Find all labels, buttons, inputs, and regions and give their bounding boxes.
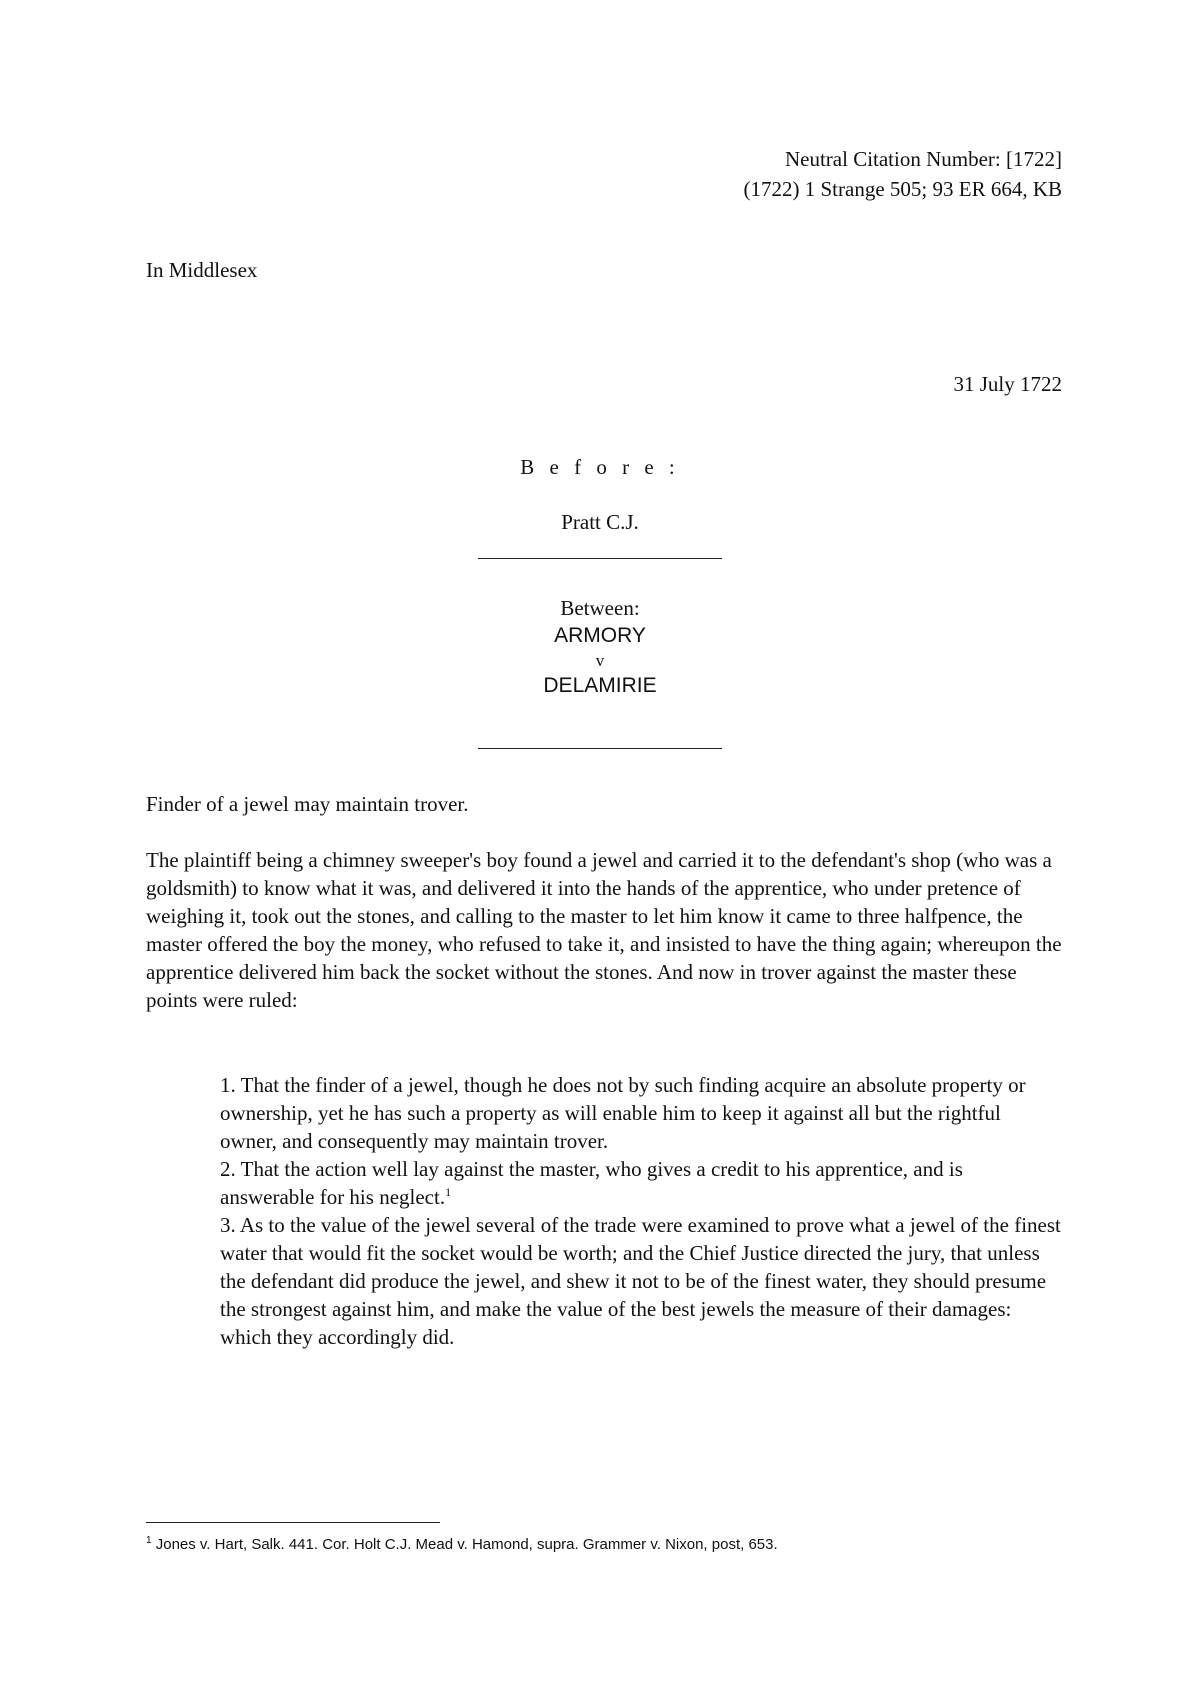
parties-block — [0, 594, 1200, 700]
ruled-points — [220, 1071, 1062, 1351]
court-location: In Middlesex — [146, 258, 258, 282]
neutral-citation: Neutral Citation Number: [1722] — [784, 147, 1062, 171]
footnote-marker: 1 — [146, 1535, 152, 1546]
judgment-date: 31 July 1722 — [953, 372, 1062, 396]
footnote — [146, 1536, 778, 1553]
defendant-name: DELAMIRIE — [543, 674, 657, 697]
report-citation: (1722) 1 Strange 505; 93 ER 664, KB — [743, 177, 1062, 201]
footnote-text: Jones v. Hart, Salk. 441. Cor. Holt C.J. Mead v. Hamond, supra. Grammer v. Nixon, post, 653. — [151, 1536, 778, 1553]
footnote-ref[interactable]: 1 — [445, 1185, 452, 1199]
before-label: B e f o r e : — [520, 455, 680, 479]
point-2-text: 2. That the action well lay against the master, who gives a credit to his apprentice, and is answerable for his neglect. — [220, 1157, 963, 1209]
between-label: Between: — [560, 596, 640, 620]
headnote: Finder of a jewel may maintain trover. — [146, 792, 469, 816]
divider-bottom — [0, 730, 1200, 755]
citation-block — [744, 144, 1062, 204]
footnote-separator — [146, 1522, 440, 1523]
versus-label: v — [595, 651, 605, 670]
facts-paragraph: The plaintiff being a chimney sweeper's boy found a jewel and carried it to the defendant's shop (who was a goldsmith) to know what it was, and delivered it into the hands of the apprentice, who under pretence of weighing it, took out the stones, and calling to the master to let him know it came to three halfpence, the master offered the boy the money, who refused to take it, and insisted to have the thing again; whereupon the apprentice delivered him back the socket without the stones. And now in trover against the master these points were ruled: — [146, 848, 1062, 1012]
claimant-name: ARMORY — [554, 624, 646, 647]
divider-top — [0, 540, 1200, 565]
point-2 — [220, 1155, 1062, 1211]
point-1: 1. That the finder of a jewel, though he does not by such finding acquire an absolute property or ownership, yet he has such a property as will enable him to keep it against all but the rightful owner, and consequently may maintain trover. — [220, 1073, 1026, 1153]
point-3: 3. As to the value of the jewel several of the trade were examined to prove what a jewel of the finest water that would fit the socket would be worth; and the Chief Justice directed the jury, that unless the defendant did produce the jewel, and shew it not to be of the finest water, they should presume the strongest against him, and make the value of the best jewels the measure of their damages: which they accordingly did. — [220, 1213, 1061, 1349]
judge-name: Pratt C.J. — [561, 510, 639, 534]
